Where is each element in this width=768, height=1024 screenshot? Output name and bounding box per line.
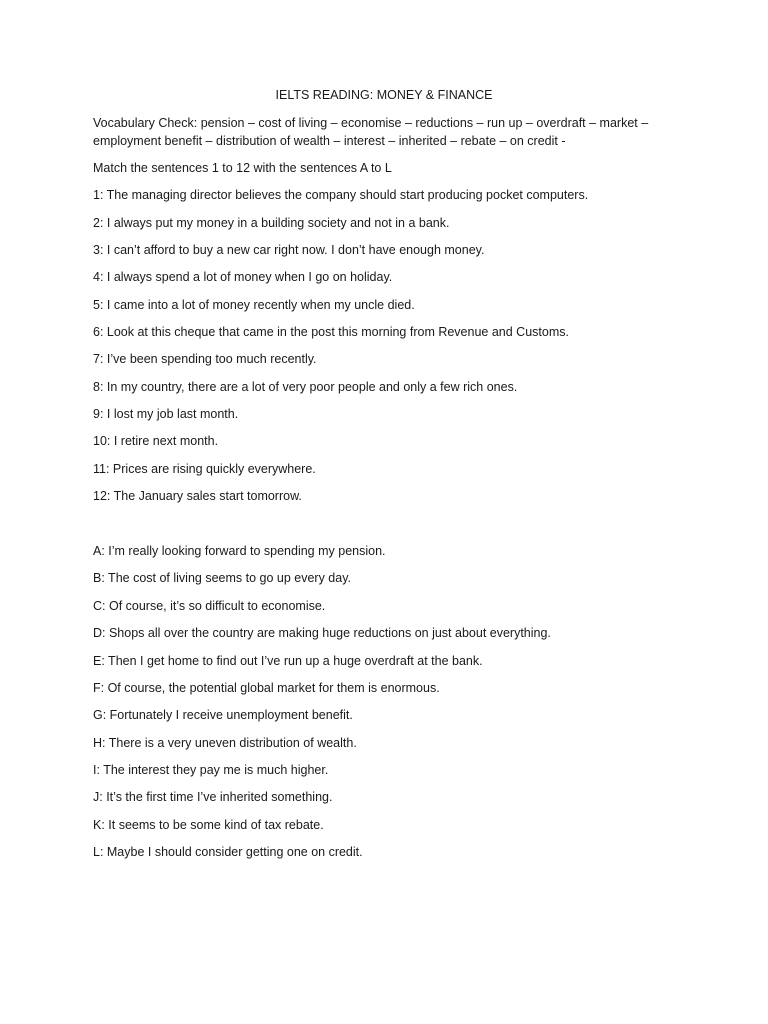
sentence-b: B: The cost of living seems to go up every day.: [93, 571, 352, 585]
sentence-i: I: The interest they pay me is much higher.: [93, 763, 329, 777]
sentence-5: 5: I came into a lot of money recently when my uncle died.: [93, 298, 415, 312]
sentence-l: L: Maybe I should consider getting one on credit.: [93, 845, 363, 859]
sentence-3: 3: I can’t afford to buy a new car right now. I don’t have enough money.: [93, 243, 485, 257]
sentence-11: 11: Prices are rising quickly everywhere.: [93, 462, 316, 476]
vocabulary-check: [93, 114, 693, 150]
sentence-1: 1: The managing director believes the company should start producing pocket computers.: [93, 188, 589, 202]
sentence-e: E: Then I get home to find out I’ve run up a huge overdraft at the bank.: [93, 654, 483, 668]
sentence-4: 4: I always spend a lot of money when I go on holiday.: [93, 270, 393, 284]
sentence-2: 2: I always put my money in a building society and not in a bank.: [93, 216, 450, 230]
sentence-h: H: There is a very uneven distribution of wealth.: [93, 736, 357, 750]
sentence-d: D: Shops all over the country are making huge reductions on just about everything.: [93, 626, 551, 640]
sentence-9: 9: I lost my job last month.: [93, 407, 239, 421]
sentence-g: G: Fortunately I receive unemployment benefit.: [93, 708, 353, 722]
sentence-c: C: Of course, it’s so difficult to economise.: [93, 599, 326, 613]
vocabulary-line-1: Vocabulary Check: pension – cost of living – economise – reductions – run up – overdraft – market –: [93, 116, 649, 130]
sentence-f: F: Of course, the potential global market for them is enormous.: [93, 681, 440, 695]
sentence-8: 8: In my country, there are a lot of very poor people and only a few rich ones.: [93, 380, 518, 394]
vocabulary-line-2: employment benefit – distribution of wealth – interest – inherited – rebate – on credit -: [93, 134, 566, 148]
sentence-a: A: I’m really looking forward to spending my pension.: [93, 544, 386, 558]
instruction: Match the sentences 1 to 12 with the sentences A to L: [93, 161, 392, 175]
sentence-7: 7: I’ve been spending too much recently.: [93, 352, 317, 366]
sentence-12: 12: The January sales start tomorrow.: [93, 489, 302, 503]
sentence-6: 6: Look at this cheque that came in the post this morning from Revenue and Customs.: [93, 325, 569, 339]
page-title: IELTS READING: MONEY & FINANCE: [275, 88, 493, 102]
sentence-j: J: It’s the first time I’ve inherited something.: [93, 790, 333, 804]
sentence-10: 10: I retire next month.: [93, 434, 219, 448]
sentence-k: K: It seems to be some kind of tax rebate.: [93, 818, 324, 832]
